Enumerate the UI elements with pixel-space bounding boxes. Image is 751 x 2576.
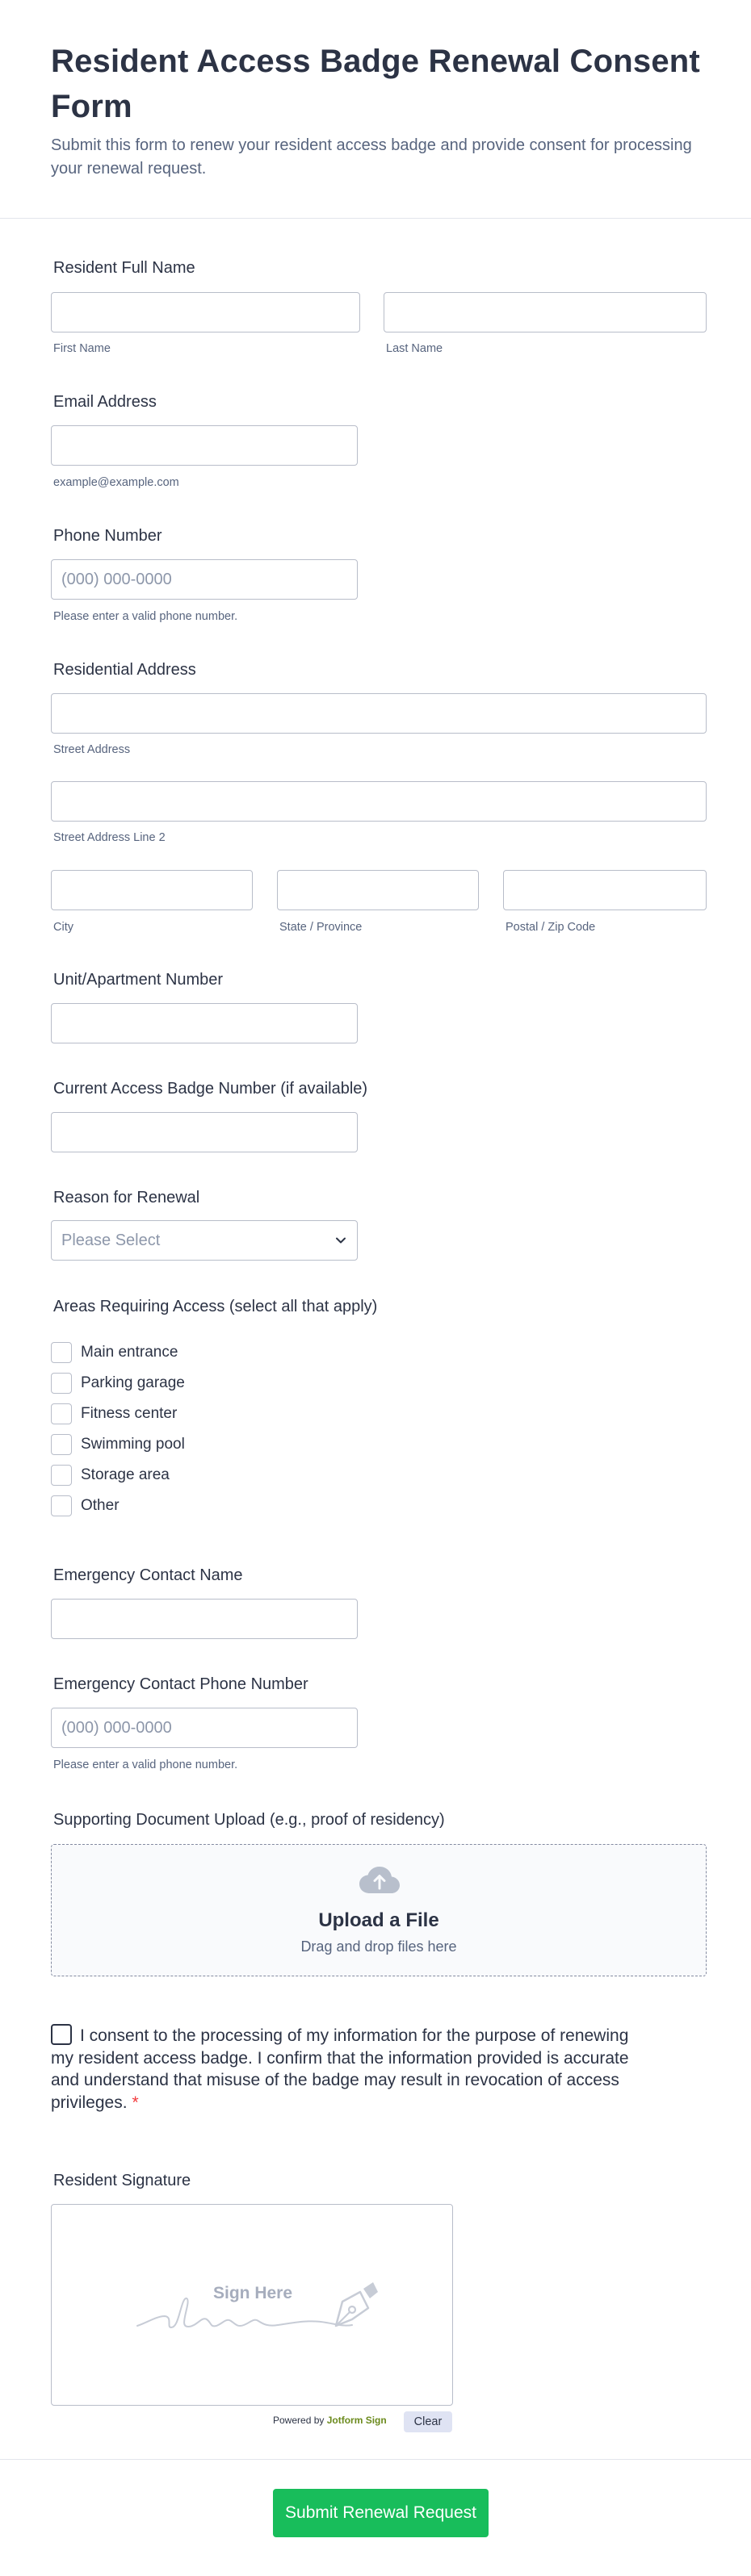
powered-by [273,2415,387,2426]
emergency-name-input[interactable] [51,1599,358,1639]
checkbox[interactable] [51,1403,72,1424]
clear-signature-button[interactable]: Clear [404,2411,452,2432]
area-option-swimming-pool[interactable] [51,1434,185,1455]
consent-checkbox[interactable] [51,2024,72,2045]
required-mark: * [132,2093,139,2112]
unit-input[interactable] [51,1003,358,1043]
first-name-input[interactable] [51,292,360,332]
form-title: Resident Access Badge Renewal Consent Form [51,44,700,124]
emergency-phone-placeholder: (000) 000-0000 [61,1719,172,1737]
reason-label: Reason for Renewal [53,1189,200,1206]
upload-label: Supporting Document Upload (e.g., proof of residency) [53,1811,445,1829]
city-input[interactable] [51,870,253,910]
checkbox-label: Parking garage [81,1374,185,1391]
phone-input[interactable] [51,559,358,600]
checkbox[interactable] [51,1434,72,1455]
phone-label: Phone Number [53,527,162,545]
area-option-fitness-center[interactable] [51,1403,177,1424]
form-subtitle: Submit this form to renew your resident access badge and provide consent for processing your renewal request. [51,136,692,178]
file-upload-dropzone[interactable] [51,1844,707,1976]
unit-label: Unit/Apartment Number [53,971,224,989]
header-divider [0,218,751,219]
phone-placeholder: (000) 000-0000 [61,571,172,588]
street-address-line2-input[interactable] [51,781,707,822]
zip-sublabel: Postal / Zip Code [506,921,596,934]
checkbox[interactable] [51,1465,72,1486]
checkbox-label: Main entrance [81,1344,178,1361]
form-header [51,39,705,181]
reason-placeholder: Please Select [61,1232,161,1249]
signature-placeholder: Sign Here [213,2284,293,2302]
checkbox-label: Storage area [81,1466,170,1483]
first-name-sublabel: First Name [53,342,111,355]
submit-button[interactable]: Submit Renewal Request [273,2489,489,2537]
email-label: Email Address [53,393,157,411]
consent-text: I consent to the processing of my information for the purpose of renewing my resident access badge. I confirm that the information provided is accurate and understand that misuse of the badge may result in revocation of access privileges. [51,2026,629,2112]
full-name-label: Resident Full Name [53,259,195,277]
address-label: Residential Address [53,661,196,679]
footer-divider [0,2459,751,2460]
checkbox-label: Swimming pool [81,1436,185,1453]
checkbox[interactable] [51,1342,72,1363]
emergency-name-label: Emergency Contact Name [53,1566,243,1584]
area-option-storage-area[interactable] [51,1465,170,1486]
emergency-phone-sublabel: Please enter a valid phone number. [53,1758,238,1771]
checkbox[interactable] [51,1495,72,1516]
area-option-other[interactable] [51,1495,120,1516]
email-input[interactable] [51,425,358,466]
zip-input[interactable] [503,870,707,910]
badge-number-label: Current Access Badge Number (if available) [53,1080,368,1098]
consent-checkbox-field[interactable] [51,2024,632,2114]
pen-nib-icon [336,2282,378,2326]
signature-label: Resident Signature [53,2172,191,2189]
upload-title: Upload a File [318,1909,439,1931]
checkbox[interactable] [51,1373,72,1394]
street-address-input[interactable] [51,693,707,734]
reason-select[interactable] [51,1220,358,1261]
chevron-down-icon [334,1234,347,1247]
powered-by-brand[interactable]: Jotform Sign [326,2415,387,2426]
upload-subtitle: Drag and drop files here [300,1938,457,1955]
city-sublabel: City [53,921,73,934]
street-address-line2-sublabel: Street Address Line 2 [53,831,166,844]
email-sublabel: example@example.com [53,476,179,489]
area-option-main-entrance[interactable] [51,1342,178,1363]
powered-by-prefix: Powered by [273,2415,325,2426]
signature-scribble-icon [52,2205,454,2407]
emergency-phone-input[interactable] [51,1708,358,1748]
phone-sublabel: Please enter a valid phone number. [53,610,238,623]
area-option-parking-garage[interactable] [51,1373,185,1394]
badge-number-input[interactable] [51,1112,358,1152]
emergency-phone-label: Emergency Contact Phone Number [53,1675,308,1693]
street-address-sublabel: Street Address [53,743,131,756]
checkbox-label: Fitness center [81,1405,178,1422]
checkbox-label: Other [81,1497,120,1514]
cloud-upload-icon [359,1866,401,1895]
state-sublabel: State / Province [279,921,363,934]
state-input[interactable] [277,870,479,910]
signature-pad[interactable] [51,2204,453,2406]
last-name-sublabel: Last Name [386,342,443,355]
areas-label: Areas Requiring Access (select all that apply) [53,1298,378,1315]
last-name-input[interactable] [384,292,707,332]
